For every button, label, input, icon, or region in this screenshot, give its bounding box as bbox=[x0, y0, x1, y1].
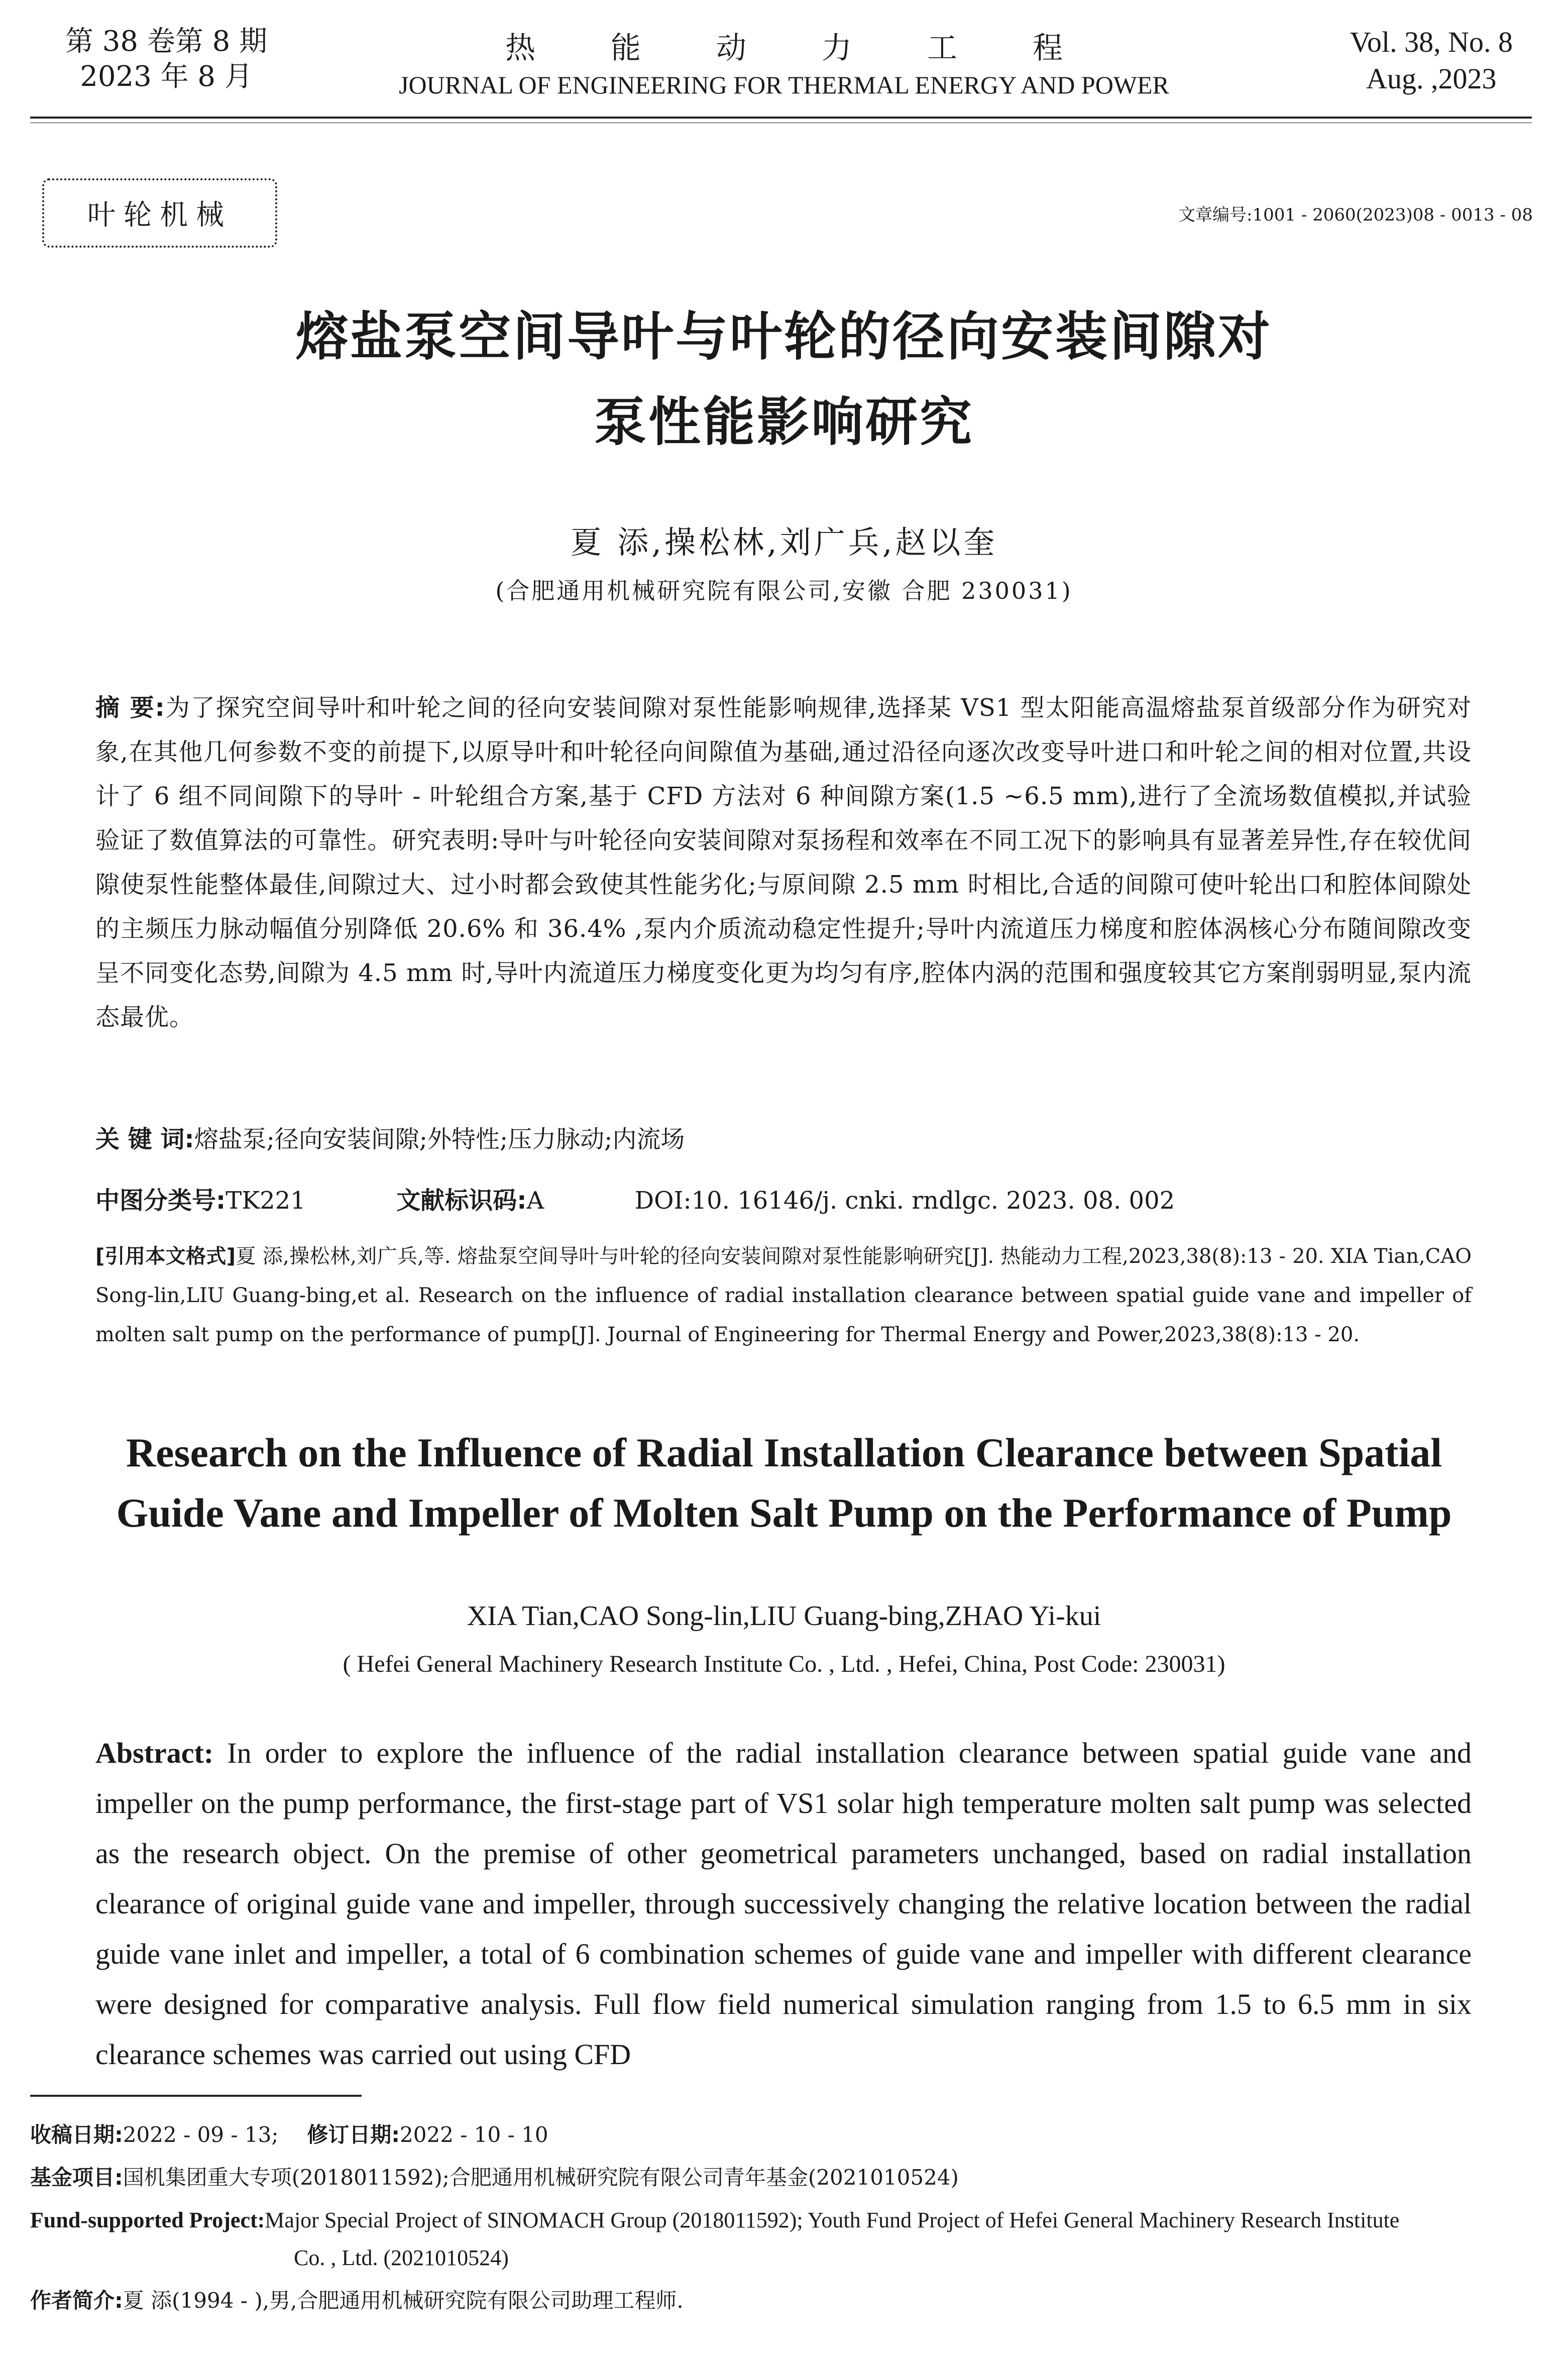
abstract-cn-label: 摘 要: bbox=[95, 694, 165, 722]
doc-code-label: 文献标识码: bbox=[396, 1187, 527, 1215]
doc-code-value: A bbox=[526, 1187, 544, 1215]
keywords-cn-label: 关 键 词: bbox=[95, 1125, 194, 1153]
title-en-line2: Guide Vane and Impeller of Molten Salt Pump on the Performance of Pump bbox=[116, 1490, 1452, 1536]
footnote-fund-en bbox=[30, 2200, 1399, 2240]
title-cn-line1: 熔盐泵空间导叶与叶轮的径向安装间隙对 bbox=[295, 306, 1272, 367]
footnote-fund-cn bbox=[30, 2158, 959, 2198]
volume-line2: Aug. ,2023 bbox=[1366, 62, 1497, 95]
title-en-line1: Research on the Influence of Radial Installation Clearance between Spatial bbox=[126, 1430, 1442, 1475]
abstract-en bbox=[95, 1728, 1472, 2080]
title-cn-line2: 泵性能影响研究 bbox=[594, 391, 974, 453]
doi: DOI:10. 16146/j. cnki. rndlgc. 2023. 08. 002 bbox=[634, 1187, 1175, 1215]
column-tag: 叶轮机械 bbox=[42, 178, 277, 248]
issue-cn-line2: 2023 年 8 月 bbox=[80, 60, 253, 93]
fund-cn-value: 国机集团重大专项(2018011592);合肥通用机械研究院有限公司青年基金(2021010524) bbox=[123, 2165, 959, 2190]
clc-value: TK221 bbox=[226, 1187, 306, 1215]
abstract-cn-text: 为了探究空间导叶和叶轮之间的径向安装间隙对泵性能影响规律,选择某 VS1 型太阳能高温熔盐泵首级部分作为研究对象,在其他几何参数不变的前提下,以原导叶和叶轮径向间隙值为基础,通过沿径向逐次改变导叶进口和叶轮之间的相对位置,共设计了 6 组不同间隙下的导叶 - 叶轮组合方案,基于 CFD 方法对 6 种间隙方案(1.5 ~6.5 mm),进行了全流场数值模拟,并试验验证了数值算法的可靠性。研究表明:导叶与叶轮径向安装间隙对泵扬程和效率在不同工况下的影响具有显著差异性,存在较优间隙使泵性能整体最佳,间隙过大、过小时都会致使其性能劣化;与原间隙 2.5 mm 时相比,合适的间隙可使叶轮出口和腔体间隙处的主频压力脉动幅值分别降低 20.6% 和 36.4% ,泵内介质流动稳定性提升;导叶内流道压力梯度和腔体涡核心分布随间隙改变呈不同变化态势,间隙为 4.5 mm 时,导叶内流道压力梯度变化更为均匀有序,腔体内涡的范围和强度较其它方案削弱明显,泵内流态最优。 bbox=[95, 694, 1472, 1031]
affiliation-cn: (合肥通用机械研究院有限公司,安徽 合肥 230031) bbox=[495, 577, 1073, 604]
volume-info bbox=[1350, 24, 1513, 97]
footnote-author bbox=[30, 2281, 684, 2321]
received-value: 2022 - 09 - 13; bbox=[123, 2122, 279, 2147]
journal-name bbox=[0, 24, 1568, 99]
abstract-en-label: Abstract: bbox=[95, 1737, 214, 1769]
revised-value: 2022 - 10 - 10 bbox=[400, 2122, 548, 2147]
fund-en-value-line1: Major Special Project of SINOMACH Group (2018011592); Youth Fund Project of Hefei General Machinery Research Institute bbox=[265, 2208, 1400, 2232]
clc-label: 中图分类号: bbox=[95, 1187, 226, 1215]
authors-en: XIA Tian,CAO Song-lin,LIU Guang-bing,ZHAO Yi-kui bbox=[467, 1600, 1101, 1632]
keywords-cn-text: 熔盐泵;径向安装间隙;外特性;压力脉动;内流场 bbox=[194, 1125, 685, 1153]
authors-cn: 夏 添,操松林,刘广兵,赵以奎 bbox=[570, 524, 998, 561]
footnote-fund-en-cont: Co. , Ltd. (2021010524) bbox=[294, 2245, 509, 2270]
article-number: 文章编号:1001 - 2060(2023)08 - 0013 - 08 bbox=[1178, 205, 1533, 225]
revised-label: 修订日期: bbox=[307, 2122, 400, 2147]
issue-cn-line1: 第 38 卷第 8 期 bbox=[65, 25, 268, 58]
fund-cn-label: 基金项目: bbox=[30, 2165, 123, 2190]
citation bbox=[95, 1237, 1472, 1354]
journal-name-cn: 热能动力工程 bbox=[505, 31, 1138, 66]
author-bio-value: 夏 添(1994 - ),男,合肥通用机械研究院有限公司助理工程师. bbox=[123, 2288, 684, 2313]
footnote-dates bbox=[30, 2115, 548, 2155]
header-rule bbox=[30, 117, 1532, 119]
received-label: 收稿日期: bbox=[30, 2122, 123, 2147]
citation-label: [引用本文格式] bbox=[95, 1245, 236, 1268]
citation-text: 夏 添,操松林,刘广兵,等. 熔盐泵空间导叶与叶轮的径向安装间隙对泵性能影响研究[J]. 热能动力工程,2023,38(8):13 - 20. XIA Tian,CAO Song-lin,LIU Guang-bing,et al. Research on the influence of radial installation clearance between spatial guide vane and impeller of molten salt pump on the performance of pump[J]. Journal of Engineering for Thermal Energy and Power,2023,38(8):13 - 20. bbox=[95, 1245, 1472, 1346]
journal-name-en: JOURNAL OF ENGINEERING FOR THERMAL ENERGY AND POWER bbox=[399, 71, 1169, 99]
footnote-separator bbox=[30, 2095, 362, 2097]
keywords-cn bbox=[95, 1119, 685, 1159]
fund-en-label: Fund-supported Project: bbox=[30, 2208, 265, 2232]
abstract-en-text: In order to explore the influence of the radial installation clearance between spatial guide vane and impeller on the pump performance, the first-stage part of VS1 solar high temperature molten salt pump was selected as the research object. On the premise of other geometrical parameters unchanged, based on radial installation clearance of original guide vane and impeller, through successively changing the relative location between the radial guide vane inlet and impeller, a total of 6 combination schemes of guide vane and impeller with different clearance were designed for comparative analysis. Full flow field numerical simulation ranging from 1.5 to 6.5 mm in six clearance schemes was carried out using CFD bbox=[95, 1737, 1472, 2071]
abstract-cn bbox=[95, 686, 1472, 1039]
author-bio-label: 作者简介: bbox=[30, 2288, 123, 2313]
volume-line1: Vol. 38, No. 8 bbox=[1350, 26, 1513, 58]
affiliation-en: ( Hefei General Machinery Research Institute Co. , Ltd. , Hefei, China, Post Code: 230031) bbox=[343, 1651, 1225, 1677]
classification-line bbox=[95, 1180, 1175, 1221]
